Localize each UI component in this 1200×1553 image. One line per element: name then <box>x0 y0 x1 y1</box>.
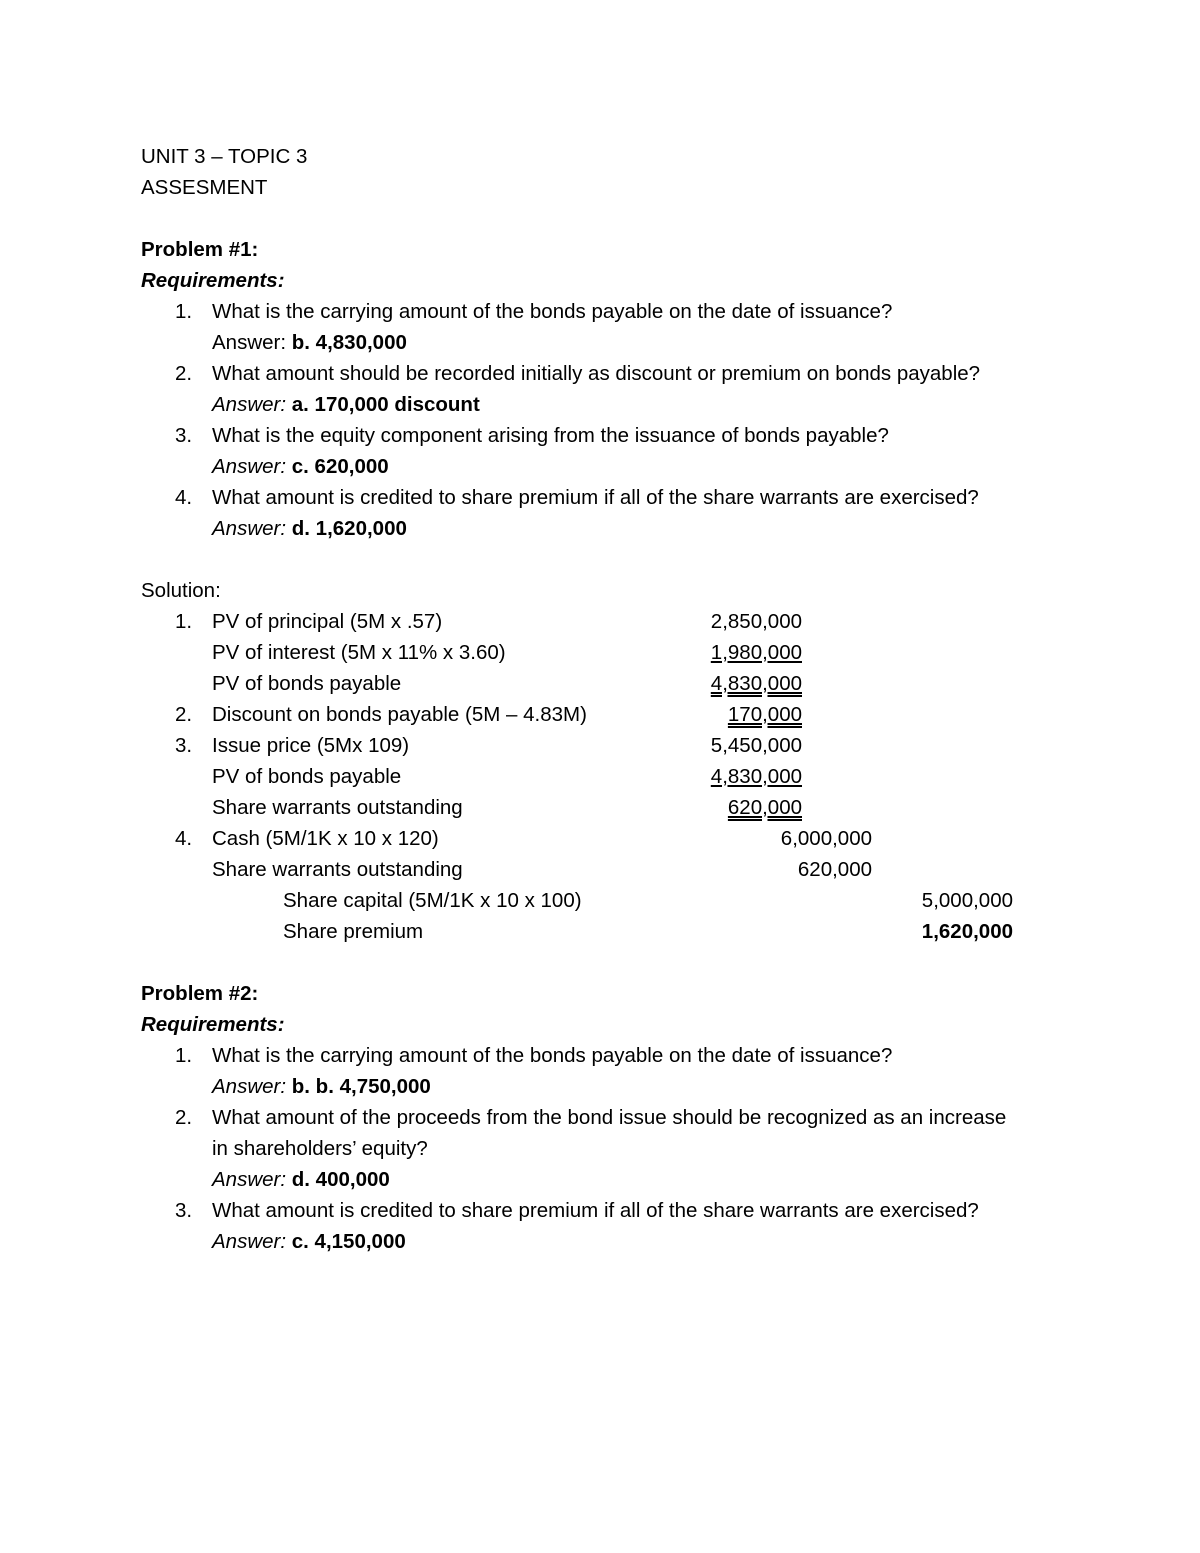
solution-row-label: Share warrants outstanding <box>212 796 463 819</box>
answer-label: Answer: <box>212 393 287 416</box>
entry-credit-value: 1,620,000 <box>921 920 1013 943</box>
p1-q4-number: 4. <box>175 486 193 509</box>
entry-credit-label: Share premium <box>283 920 424 943</box>
p2-q1-number: 1. <box>175 1044 193 1067</box>
p1-q1-text: What is the carrying amount of the bonds payable on the date of issuance? <box>212 300 893 323</box>
solution-row-value: 4,830,000 <box>710 765 802 788</box>
answer-label: Answer: <box>212 1168 287 1191</box>
answer-value: a. 170,000 discount <box>291 393 480 416</box>
entry-debit-label: Cash (5M/1K x 10 x 120) <box>212 827 439 850</box>
answer-value: d. 1,620,000 <box>291 517 407 540</box>
p1-q1-answer <box>212 331 407 355</box>
unit-heading: UNIT 3 – TOPIC 3 <box>141 145 308 168</box>
p1-q3-number: 3. <box>175 424 193 447</box>
solution-row-value: 5,450,000 <box>710 734 802 757</box>
solution-row-label: Discount on bonds payable (5M – 4.83M) <box>212 703 587 726</box>
p1-q2-answer <box>212 393 480 417</box>
answer-value: c. 620,000 <box>291 455 389 478</box>
solution-row-value: 4,830,000 <box>710 672 802 695</box>
p2-q2-text: What amount of the proceeds from the bond issue should be recognized as an increase <box>212 1106 1007 1129</box>
p1-q2-text: What amount should be recorded initially as discount or premium on bonds payable? <box>212 362 981 385</box>
solution-row-label: PV of principal (5M x .57) <box>212 610 443 633</box>
solution-row-number: 2. <box>175 703 193 726</box>
entry-debit-label: Share warrants outstanding <box>212 858 463 881</box>
p2-q2-answer <box>212 1168 390 1192</box>
answer-label: Answer: <box>212 1075 287 1098</box>
p2-q3-answer <box>212 1230 406 1254</box>
answer-value: d. 400,000 <box>291 1168 390 1191</box>
p1-q3-text: What is the equity component arising from the issuance of bonds payable? <box>212 424 889 447</box>
answer-label: Answer: <box>212 455 287 478</box>
p1-q4-text: What amount is credited to share premium if all of the share warrants are exercised? <box>212 486 979 509</box>
solution-row-label: PV of interest (5M x 11% x 3.60) <box>212 641 506 664</box>
p2-q1-answer <box>212 1075 431 1099</box>
solution-row-label: Issue price (5Mx 109) <box>212 734 410 757</box>
solution-row-value: 2,850,000 <box>710 610 802 633</box>
p2-q3-number: 3. <box>175 1199 193 1222</box>
entry-debit-value: 6,000,000 <box>780 827 872 850</box>
problem2-title: Problem #2: <box>141 982 259 1005</box>
p2-q2-number: 2. <box>175 1106 193 1129</box>
entry-debit-value: 620,000 <box>797 858 872 881</box>
entry-number: 4. <box>175 827 193 850</box>
solution-row-value: 170,000 <box>727 703 802 726</box>
solution-label: Solution: <box>141 579 221 602</box>
problem1-title: Problem #1: <box>141 238 259 261</box>
problem2-requirements-label: Requirements: <box>141 1013 285 1036</box>
solution-row-value: 1,980,000 <box>710 641 802 664</box>
p2-q3-text: What amount is credited to share premium if all of the share warrants are exercised? <box>212 1199 979 1222</box>
answer-label: Answer: <box>212 331 287 354</box>
assessment-heading: ASSESMENT <box>141 176 268 199</box>
solution-row-label: PV of bonds payable <box>212 672 402 695</box>
entry-credit-value: 5,000,000 <box>921 889 1013 912</box>
p1-q2-number: 2. <box>175 362 193 385</box>
answer-label: Answer: <box>212 1230 287 1253</box>
answer-label: Answer: <box>212 517 287 540</box>
solution-row-value: 620,000 <box>727 796 802 819</box>
p1-q4-answer <box>212 517 407 541</box>
solution-row-label: PV of bonds payable <box>212 765 402 788</box>
p2-q2-text-cont: in shareholders’ equity? <box>212 1137 428 1160</box>
p1-q3-answer <box>212 455 389 479</box>
p1-q1-number: 1. <box>175 300 193 323</box>
problem1-requirements-label: Requirements: <box>141 269 285 292</box>
solution-row-number: 1. <box>175 610 193 633</box>
solution-row-number: 3. <box>175 734 193 757</box>
p2-q1-text: What is the carrying amount of the bonds payable on the date of issuance? <box>212 1044 893 1067</box>
answer-value: b. 4,830,000 <box>291 331 407 354</box>
answer-value: b. b. 4,750,000 <box>291 1075 431 1098</box>
entry-credit-label: Share capital (5M/1K x 10 x 100) <box>283 889 582 912</box>
answer-value: c. 4,150,000 <box>291 1230 406 1253</box>
